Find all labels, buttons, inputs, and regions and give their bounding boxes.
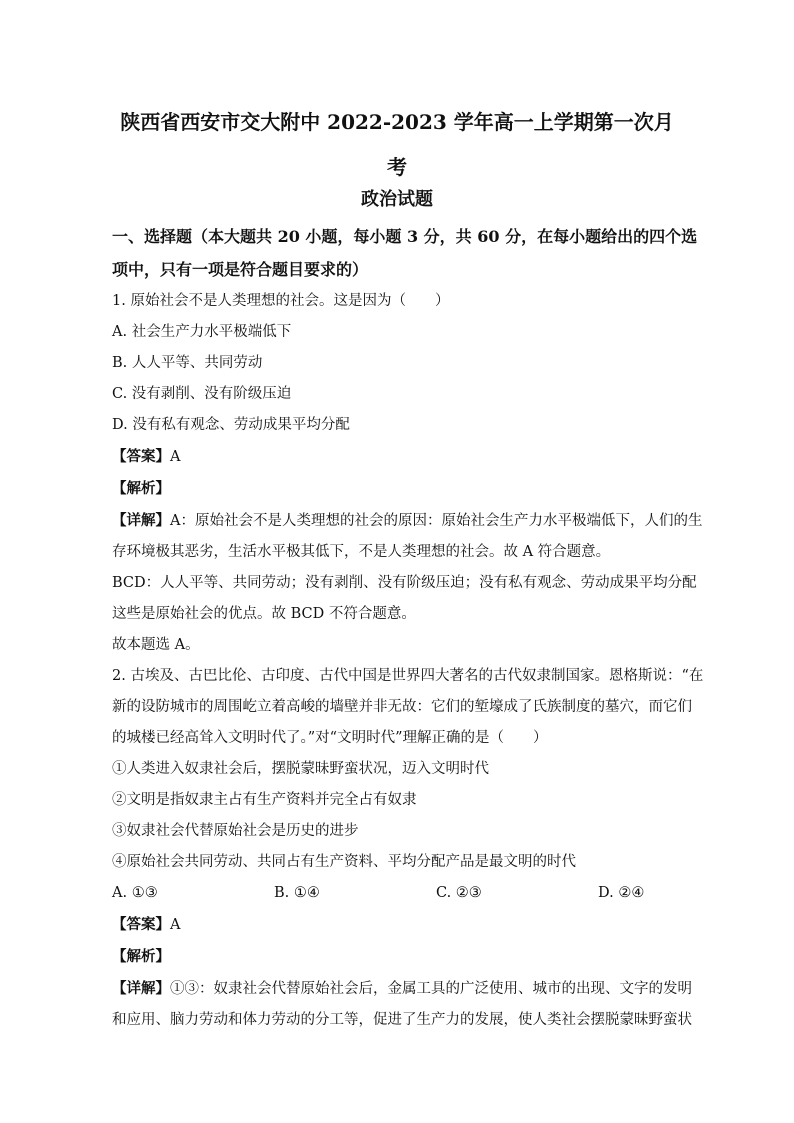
question-1-stem: 1. 原始社会不是人类理想的社会。这是因为（ ）	[112, 293, 450, 309]
question-1-detail-line: BCD：人人平等、共同劳动；没有剥削、没有阶级压迫；没有私有观念、劳动成果平均分配	[112, 575, 697, 591]
question-1-option-b: B. 人人平等、共同劳动	[112, 355, 263, 371]
question-2-answer	[112, 909, 684, 941]
question-1-option-a: A. 社会生产力水平极端低下	[112, 324, 292, 340]
question-1-detail-line: 这些是原始社会的优点。故 BCD 不符合题意。	[112, 606, 416, 622]
detail-text: A：原始社会不是人类理想的社会的原因：原始社会生产力水平极端低下，人们的生	[170, 513, 703, 529]
question-2-detail-line: 和应用、脑力劳动和体力劳动的分工等，促进了生产力的发展，使人类社会摆脱蒙昧野蛮状	[112, 1012, 692, 1028]
question-1-analysis	[112, 473, 684, 505]
answer-tag: 【答案】	[112, 916, 170, 933]
question-1-detail-line	[112, 505, 703, 537]
question-2-item: ③奴隶社会代替原始社会是历史的进步	[112, 823, 359, 839]
detail-tag: 【详解】	[112, 512, 170, 529]
question-2-stem-line: 的城楼已经高耸入文明时代了。”对“文明时代”理解正确的是（ ）	[112, 730, 548, 746]
analysis-tag: 【解析】	[112, 480, 170, 497]
detail-text: ①③：奴隶社会代替原始社会后，金属工具的广泛使用、城市的出现、文字的发明	[170, 981, 692, 997]
question-2-item: ④原始社会共同劳动、共同占有生产资料、平均分配产品是最文明的时代	[112, 854, 576, 870]
page-subtitle: 政治试题	[361, 189, 433, 210]
question-1-option-d: D. 没有私有观念、劳动成果平均分配	[112, 417, 350, 433]
answer-value: A	[170, 917, 181, 933]
question-2-item: ①人类进入奴隶社会后，摆脱蒙昧野蛮状况，迈入文明时代	[112, 761, 489, 777]
page-title: 陕西省西安市交大附中 2022-2023 学年高一上学期第一次月考	[120, 110, 674, 179]
question-1-detail-line: 存环境极其恶劣，生活水平极其低下，不是人类理想的社会。故 A 符合题意。	[112, 544, 611, 560]
question-2-options	[112, 878, 684, 909]
question-1-detail-line: 故本题选 A。	[112, 637, 200, 653]
section-heading-line: 一、选择题（本大题共 20 小题，每小题 3 分，共 60 分，在每小题给出的四个选	[112, 227, 698, 246]
question-2-stem-line: 2. 古埃及、古巴比伦、古印度、古代中国是世界四大著名的古代奴隶制国家。恩格斯说：“在	[112, 668, 704, 684]
question-2-option-a: A. ①③	[112, 885, 158, 901]
question-2-stem-line: 新的设防城市的周围屹立着高峻的墙壁并非无故：它们的堑壕成了氏族制度的墓穴，而它们	[112, 699, 692, 715]
question-1-answer	[112, 441, 684, 473]
answer-tag: 【答案】	[112, 448, 170, 465]
answer-value: A	[170, 449, 181, 465]
detail-tag: 【详解】	[112, 980, 170, 997]
question-2-analysis	[112, 941, 684, 973]
question-2-option-d: D. ②④	[598, 885, 645, 901]
question-2-option-c: C. ②③	[436, 885, 482, 901]
question-2-detail-line	[112, 973, 692, 1005]
document-body	[112, 220, 704, 1036]
question-2-option-b: B. ①④	[274, 885, 320, 901]
section-heading-line: 项中，只有一项是符合题目要求的）	[112, 260, 369, 279]
analysis-tag: 【解析】	[112, 948, 170, 965]
question-1-option-c: C. 没有剥削、没有阶级压迫	[112, 386, 292, 402]
question-2-item: ②文明是指奴隶主占有生产资料并完全占有奴隶	[112, 792, 417, 808]
